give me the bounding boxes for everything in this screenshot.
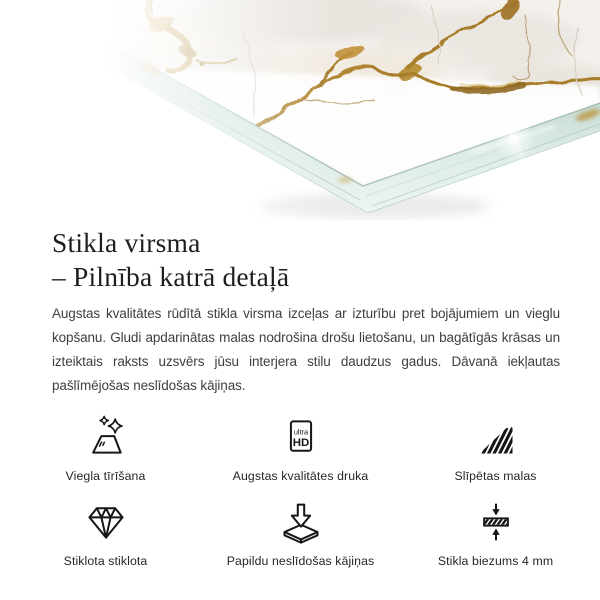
feature-label: Papildu neslīdošas kājiņas — [226, 554, 375, 568]
feature-label: Stikla biezums 4 mm — [437, 554, 554, 568]
product-photo — [0, 0, 600, 220]
page-title-line2: – Pilnība katrā detaļā — [52, 260, 290, 292]
feature-label: Viegla tīrīšana — [65, 469, 146, 483]
non-slip-feet-icon — [279, 498, 323, 544]
sparkle-surface-icon — [84, 413, 128, 459]
marble-glass-panel-image — [0, 0, 600, 220]
feature-glass-thickness — [403, 498, 588, 568]
feature-label: Slīpētas malas — [454, 469, 537, 483]
feature-grid — [0, 413, 600, 568]
feature-non-slip-feet — [198, 498, 403, 568]
feature-glazed-glass — [13, 498, 198, 568]
feature-easy-cleaning — [13, 413, 198, 483]
feature-ultra-hd-print — [198, 413, 403, 483]
svg-text:HD: HD — [292, 437, 309, 450]
page-title — [52, 226, 560, 293]
ultra-hd-icon — [279, 413, 323, 459]
feature-polished-edges — [403, 413, 588, 483]
feature-label: Stiklota stiklota — [63, 554, 148, 568]
page-title-line1: Stikla virsma — [52, 227, 201, 258]
glass-thickness-icon — [474, 498, 518, 544]
diamond-icon — [84, 498, 128, 544]
feature-label: Augstas kvalitātes druka — [232, 469, 369, 483]
beveled-edge-icon — [474, 413, 518, 459]
product-description-text: Augstas kvalitātes rūdītā stikla virsma izceļas ar izturību pret bojājumiem un vieglu kopšanu. Gludi apdarinātas malas nodrošina drošu lietošanu, un bagātīgās krāsas un izteiktais raksts uzsvērs jūsu interjera stilu daudzus gadus. Dāvanā iekļautas pašlīmējošas neslīdošas kājiņas. — [52, 306, 560, 393]
svg-text:ultra: ultra — [293, 427, 308, 437]
